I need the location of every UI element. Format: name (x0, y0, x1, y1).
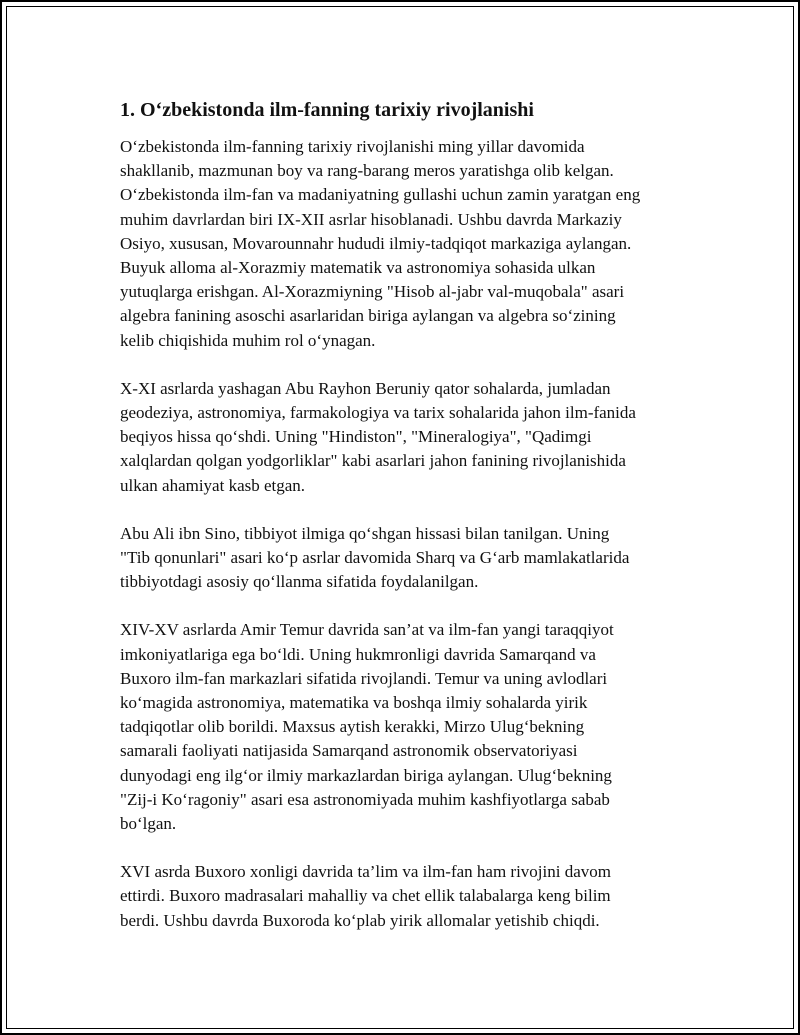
paragraph-ibn-sino: Abu Ali ibn Sino, tibbiyot ilmiga qo‘shgan hissasi bilan tanilgan. Uning "Tib qonunlari" asari ko‘p asrlar davomida Sharq va G‘arb mamlakatlarida tibbiyotdagi asosiy qo‘llanma sifatida foydalanilgan. (120, 523, 630, 592)
paragraph-amir-temur: XIV-XV asrlarda Amir Temur davrida san’at va ilm-fan yangi taraqqiyot imkoniyatlariga ega bo‘ldi. Uning hukmronligi davrida Samarqand va Buxoro ilm-fan markazlari sifatida rivojlandi. Temur va uning avlodlari ko‘magida astronomiya, matematika va boshqa ilmiy sohalarda yirik tadqiqotlar olib borildi. Maxsus aytish kerakki, Mirzo Ulug‘bekning samarali faoliyati natijasida Samarqand astronomik observatoriyasi dunyodagi eng ilg‘or ilmiy markazlardan biriga aylangan. Ulug‘bekning "Zij-i Ko‘ragoniy" asari esa astronomiyada muhim kashfiyotlarga sabab bo‘lgan. (120, 620, 614, 834)
section-title: 1. O‘zbekistonda ilm-fanning tarixiy rivojlanishi (120, 99, 534, 121)
paragraph-buxoro-xonligi: XVI asrda Buxoro xonligi davrida ta’lim va ilm-fan ham rivojini davom ettirdi. Buxoro madrasalari mahalliy va chet ellik talabalarga keng bilim berdi. Ushbu davrda Buxoroda ko‘plab yirik allomalar yetishib chiqdi. (120, 862, 611, 930)
paragraph-beruniy: X-XI asrlarda yashagan Abu Rayhon Beruniy qator sohalarda, jumladan geodeziya, astronomiya, farmakologiya va tarix sohalarida jahon ilm-fanida beqiyos hissa qo‘shdi. Uning "Hindiston", "Mineralogiya", "Qadimgi xalqlardan qolgan yodgorliklar" kabi asarlari jahon fanining rivojlanishida ulkan ahamiyat kasb etgan. (120, 378, 636, 495)
paragraph-xorazmiy: O‘zbekistonda ilm-fanning tarixiy rivojlanishi ming yillar davomida shakllanib, mazmunan boy va rang-barang meros yaratishga olib kelgan. O‘zbekistonda ilm-fan va madaniyatning gullashi uchun zamin yaratgan eng muhim davrlardan biri IX-XII asrlar hisoblanadi. Ushbu davrda Markaziy Osiyo, xususan, Movarounnahr hududi ilmiy-tadqiqot markaziga aylangan. Buyuk alloma al-Xorazmiy matematik va astronomiya sohasida ulkan yutuqlarga erishgan. Al-Xorazmiyning "Hisob al-jabr val-muqobala" asari algebra fanining asoschi asarlaridan biriga aylangan va algebra so‘zining kelib chiqishida muhim rol o‘ynagan. (120, 137, 641, 350)
document-body (120, 97, 695, 957)
